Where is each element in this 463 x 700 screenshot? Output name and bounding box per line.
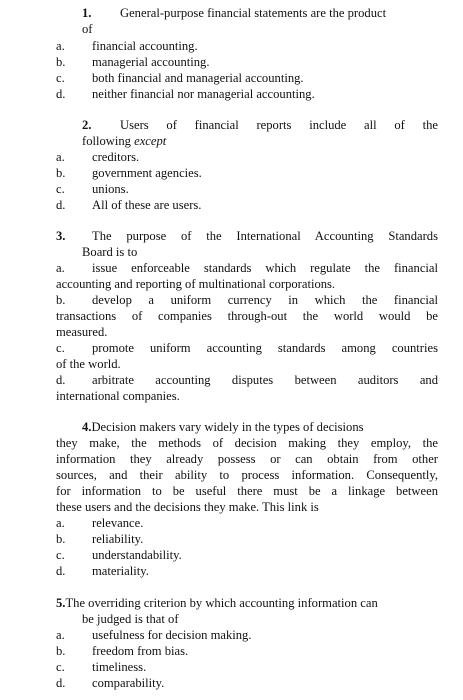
option-text: both financial and managerial accounting. <box>92 71 304 85</box>
option-text: transactions of companies through-out the world would be <box>56 309 438 323</box>
option-letter: c. <box>56 182 65 196</box>
option-letter: c. <box>56 660 65 674</box>
option-text: arbitrate accounting disputes between auditors and <box>92 373 438 387</box>
question-stem-line: The purpose of the International Accounting Standards <box>92 229 438 243</box>
question-stem-line: for information to be useful there must be a linkage between <box>56 484 438 498</box>
option-letter: d. <box>56 676 66 690</box>
option-text: managerial accounting. <box>92 55 210 69</box>
question-stem-line: Board is to <box>82 245 138 259</box>
option-text: develop a uniform currency in which the financial <box>92 293 438 307</box>
option-letter: d. <box>56 198 66 212</box>
question-stem-line: these users and the decisions they make. This link is <box>56 500 319 514</box>
option-text: timeliness. <box>92 660 147 674</box>
option-text: creditors. <box>92 150 140 164</box>
option-letter: c. <box>56 71 65 85</box>
option-letter: c. <box>56 341 65 355</box>
emphasis-text: except <box>134 134 167 148</box>
option-letter: b. <box>56 166 66 180</box>
option-text: comparability. <box>92 676 165 690</box>
option-letter: a. <box>56 628 65 642</box>
option-text: issue enforceable standards which regulate the financial <box>92 261 438 275</box>
option-text: measured. <box>56 325 108 339</box>
question-stem-line: of <box>82 22 93 36</box>
option-letter: a. <box>56 150 65 164</box>
option-text: freedom from bias. <box>92 644 189 658</box>
question-stem-line: 5.The overriding criterion by which accounting information can <box>56 596 378 610</box>
question-stem-line: General-purpose financial statements are the product <box>120 6 387 20</box>
question-number: 2. <box>82 118 92 132</box>
option-text: neither financial nor managerial accounting. <box>92 87 315 101</box>
option-text: accounting and reporting of multinational corporations. <box>56 277 336 291</box>
option-letter: d. <box>56 87 66 101</box>
option-text: usefulness for decision making. <box>92 628 252 642</box>
option-letter: d. <box>56 564 66 578</box>
question-stem-line: following except <box>82 134 167 148</box>
question-stem-line: they make, the methods of decision making they employ, the <box>56 436 438 450</box>
option-letter: b. <box>56 644 66 658</box>
option-text: financial accounting. <box>92 39 198 53</box>
question-number: 3. <box>56 229 66 243</box>
option-text: government agencies. <box>92 166 202 180</box>
option-text: materiality. <box>92 564 149 578</box>
question-stem-line: Users of financial reports include all of the <box>120 118 438 132</box>
question-number: 1. <box>82 6 92 20</box>
question-stem-line: sources, and their ability to process information. Consequently, <box>56 468 438 482</box>
question-number: 5. <box>56 596 66 610</box>
option-text: relevance. <box>92 516 144 530</box>
option-text: of the world. <box>56 357 121 371</box>
option-letter: b. <box>56 55 66 69</box>
option-text: unions. <box>92 182 129 196</box>
option-text: reliability. <box>92 532 144 546</box>
option-letter: b. <box>56 293 66 307</box>
option-letter: a. <box>56 261 65 275</box>
option-text: All of these are users. <box>92 198 202 212</box>
question-stem-line: be judged is that of <box>82 612 179 626</box>
option-text: international companies. <box>56 389 180 403</box>
question-number: 4. <box>82 420 92 434</box>
option-text: understandability. <box>92 548 182 562</box>
question-stem-line: information they already possess or can obtain from other <box>56 452 438 466</box>
option-letter: d. <box>56 373 66 387</box>
option-letter: b. <box>56 532 66 546</box>
option-letter: c. <box>56 548 65 562</box>
option-letter: a. <box>56 39 65 53</box>
question-stem-line: 4.Decision makers vary widely in the types of decisions <box>82 420 364 434</box>
option-letter: a. <box>56 516 65 530</box>
option-text: promote uniform accounting standards among countries <box>92 341 438 355</box>
